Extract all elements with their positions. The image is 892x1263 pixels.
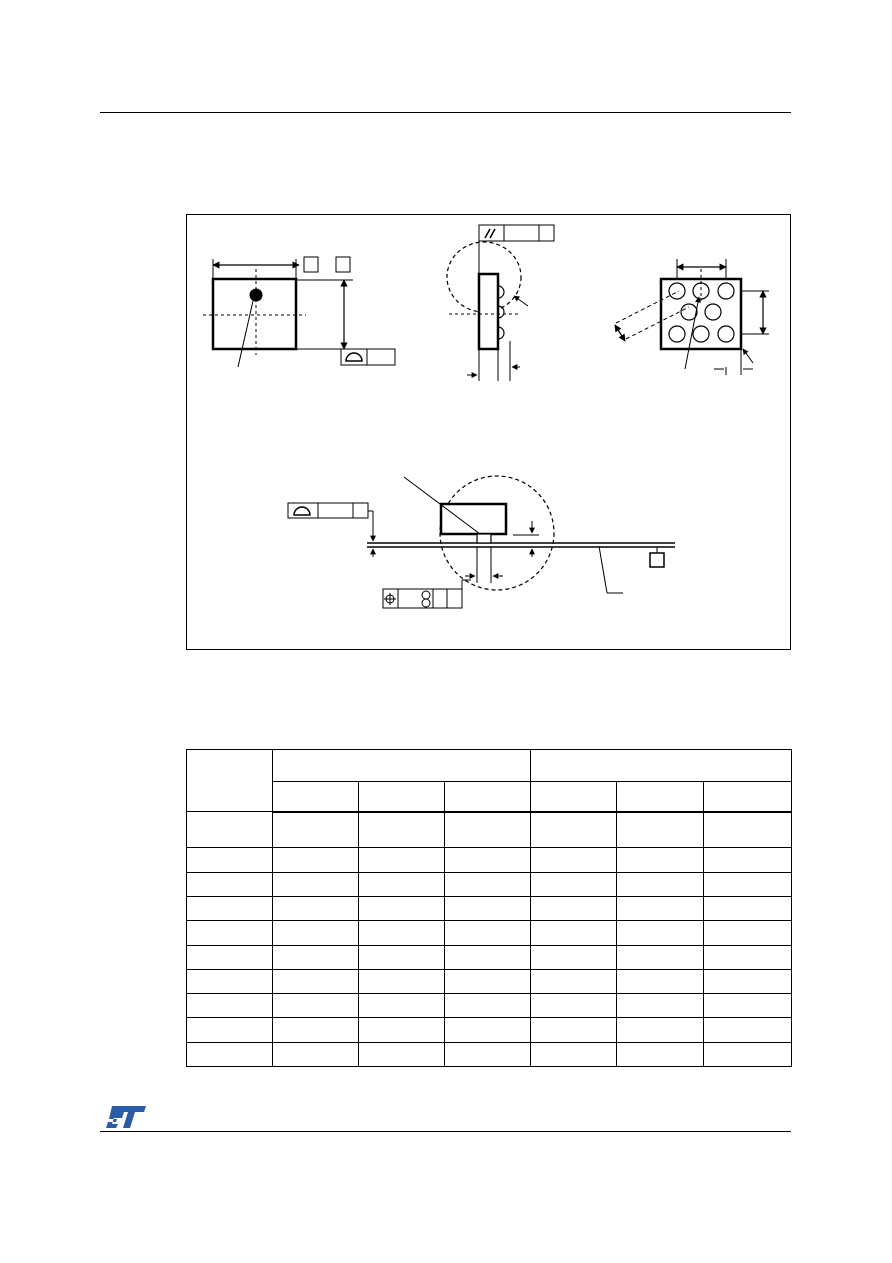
header-typ-2	[617, 782, 704, 812]
table-row	[187, 969, 792, 993]
header-max-2	[704, 782, 792, 812]
table-row	[187, 848, 792, 872]
header-rule	[100, 112, 791, 113]
side-view	[447, 225, 554, 381]
table-row	[187, 921, 792, 945]
table-row	[187, 896, 792, 920]
table-row	[187, 1018, 792, 1042]
st-logo	[104, 1104, 148, 1130]
outline-drawing-svg	[187, 215, 792, 651]
package-outline-drawing	[186, 214, 791, 650]
table-row	[187, 945, 792, 969]
mounted-view	[288, 476, 675, 608]
header-min-1	[273, 782, 359, 812]
bottom-view	[615, 259, 769, 375]
dimensions-table	[186, 749, 792, 1067]
table-row	[187, 1042, 792, 1066]
top-view	[203, 257, 395, 367]
table-row	[187, 994, 792, 1018]
header-typ-1	[359, 782, 445, 812]
header-dimension	[187, 750, 273, 812]
header-max-1	[445, 782, 531, 812]
header-min-2	[531, 782, 617, 812]
table-row	[187, 812, 792, 848]
header-group-2	[531, 750, 792, 782]
table-row	[187, 872, 792, 896]
header-group-1	[273, 750, 531, 782]
footer-rule	[100, 1131, 791, 1132]
